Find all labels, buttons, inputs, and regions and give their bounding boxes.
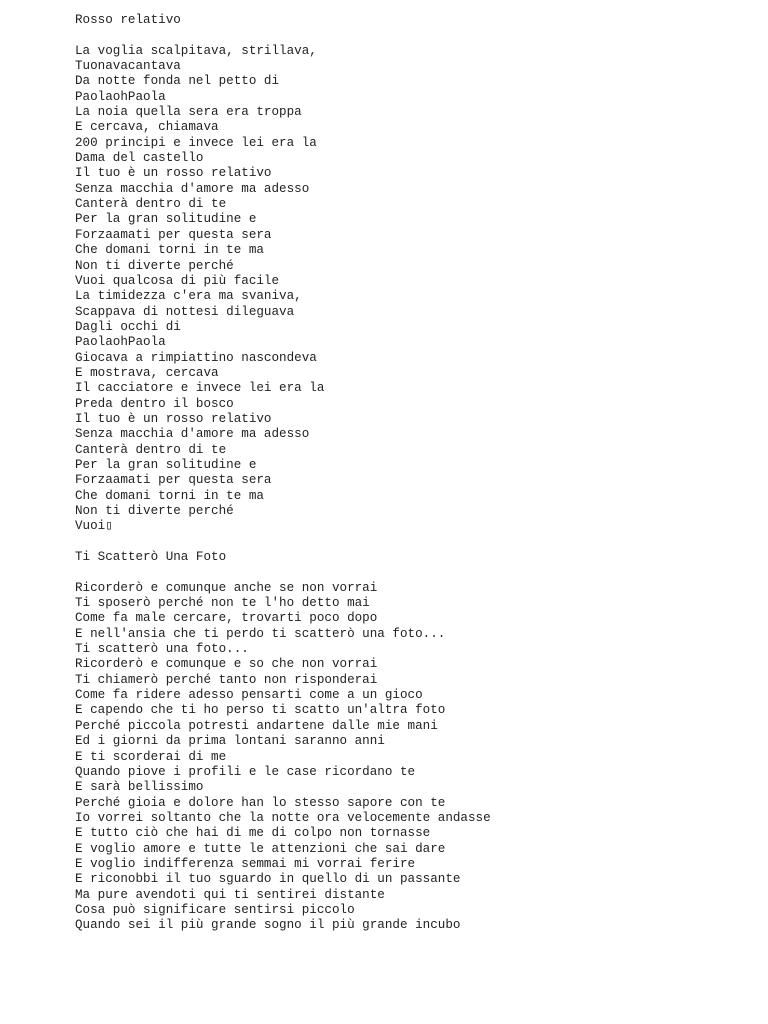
lyric-line: E tutto ciò che hai di me di colpo non tornasse <box>75 826 431 841</box>
lyric-line: La voglia scalpitava, strillava, <box>75 43 317 58</box>
document-page <box>75 13 755 934</box>
lyric-line: Vuoi qualcosa di più facile <box>75 273 280 288</box>
lyric-line: Da notte fonda nel petto di <box>75 74 280 89</box>
lyric-line: Per la gran solitudine e <box>75 212 257 227</box>
lyric-line: Che domani torni in te ma <box>75 243 264 258</box>
lyric-line: Forzaamati per questa sera <box>75 473 272 488</box>
lyric-line: Ricorderò e comunque anche se non vorrai <box>75 580 378 595</box>
lyric-line: Ed i giorni da prima lontani saranno anni <box>75 734 385 749</box>
lyric-line: PaolaohPaola <box>75 89 166 104</box>
lyric-line: Forzaamati per questa sera <box>75 227 272 242</box>
lyric-line: PaolaohPaola <box>75 335 166 350</box>
lyric-line: Il tuo è un rosso relativo <box>75 166 272 181</box>
lyric-line: Ti scatterò una foto... <box>75 642 249 657</box>
lyric-line: Come fa ridere adesso pensarti come a un gioco <box>75 688 423 703</box>
lyric-line: Preda dentro il bosco <box>75 396 234 411</box>
lyric-line: Tuonavacantava <box>75 59 181 74</box>
lyric-line: E capendo che ti ho perso ti scatto un'altra foto <box>75 703 446 718</box>
lyric-line: Perché gioia e dolore han lo stesso sapore con te <box>75 795 446 810</box>
lyric-line: Che domani torni in te ma <box>75 488 264 503</box>
lyric-line: Ma pure avendoti qui ti sentirei distante <box>75 887 385 902</box>
lyric-line: E voglio indifferenza semmai mi vorrai ferire <box>75 856 416 871</box>
lyric-line: La noia quella sera era troppa <box>75 105 302 120</box>
lyric-line: Il cacciatore e invece lei era la <box>75 381 325 396</box>
lyric-line: Vuoi▯ <box>75 519 113 534</box>
lyric-line: Non ti diverte perché <box>75 258 234 273</box>
lyric-line: Canterà dentro di te <box>75 442 227 457</box>
lyric-line: E mostrava, cercava <box>75 365 219 380</box>
lyric-line: La timidezza c'era ma svaniva, <box>75 289 302 304</box>
lyric-line: Senza macchia d'amore ma adesso <box>75 427 310 442</box>
song-title: Rosso relativo <box>75 13 181 27</box>
stanza-gap <box>75 565 755 580</box>
lyric-line: E riconobbi il tuo sguardo in quello di un passante <box>75 872 461 887</box>
lyric-line: Scappava di nottesi dileguava <box>75 304 295 319</box>
stanza-gap <box>75 28 755 43</box>
lyric-line: E cercava, chiamava <box>75 120 219 135</box>
lyric-line: E sarà bellissimo <box>75 780 204 795</box>
lyric-line: Come fa male cercare, trovarti poco dopo <box>75 611 378 626</box>
lyric-line: Quando piove i profili e le case ricordano te <box>75 764 416 779</box>
lyric-line: Perché piccola potresti andartene dalle mie mani <box>75 718 438 733</box>
song-title: Ti Scatterò Una Foto <box>75 550 227 565</box>
lyric-line: Non ti diverte perché <box>75 504 234 518</box>
lyric-line: E nell'ansia che ti perdo ti scatterò una foto... <box>75 626 446 641</box>
lyric-line: Ti chiamerò perché tanto non risponderai <box>75 672 378 687</box>
lyric-line: Senza macchia d'amore ma adesso <box>75 181 310 196</box>
lyric-line: Dama del castello <box>75 151 204 166</box>
lyric-line: Il tuo è un rosso relativo <box>75 411 272 426</box>
lyric-line: Io vorrei soltanto che la notte ora velocemente andasse <box>75 810 491 825</box>
lyric-line: 200 principi e invece lei era la <box>75 135 317 150</box>
lyric-line: Per la gran solitudine e <box>75 457 257 472</box>
lyric-line: Ti sposerò perché non te l'ho detto mai <box>75 596 370 611</box>
lyric-line: E ti scorderai di me <box>75 749 227 764</box>
song-lyrics <box>75 44 755 535</box>
song-lyrics <box>75 581 755 934</box>
lyric-line: Ricorderò e comunque e so che non vorrai <box>75 657 378 672</box>
lyric-line: E voglio amore e tutte le attenzioni che sai dare <box>75 841 446 856</box>
stanza-gap <box>75 535 755 550</box>
lyric-line: Quando sei il più grande sogno il più grande incubo <box>75 918 461 933</box>
lyric-line: Cosa può significare sentirsi piccolo <box>75 902 355 917</box>
lyric-line: Dagli occhi di <box>75 319 181 334</box>
lyric-line: Giocava a rimpiattino nascondeva <box>75 350 317 365</box>
lyric-line: Canterà dentro di te <box>75 197 227 212</box>
